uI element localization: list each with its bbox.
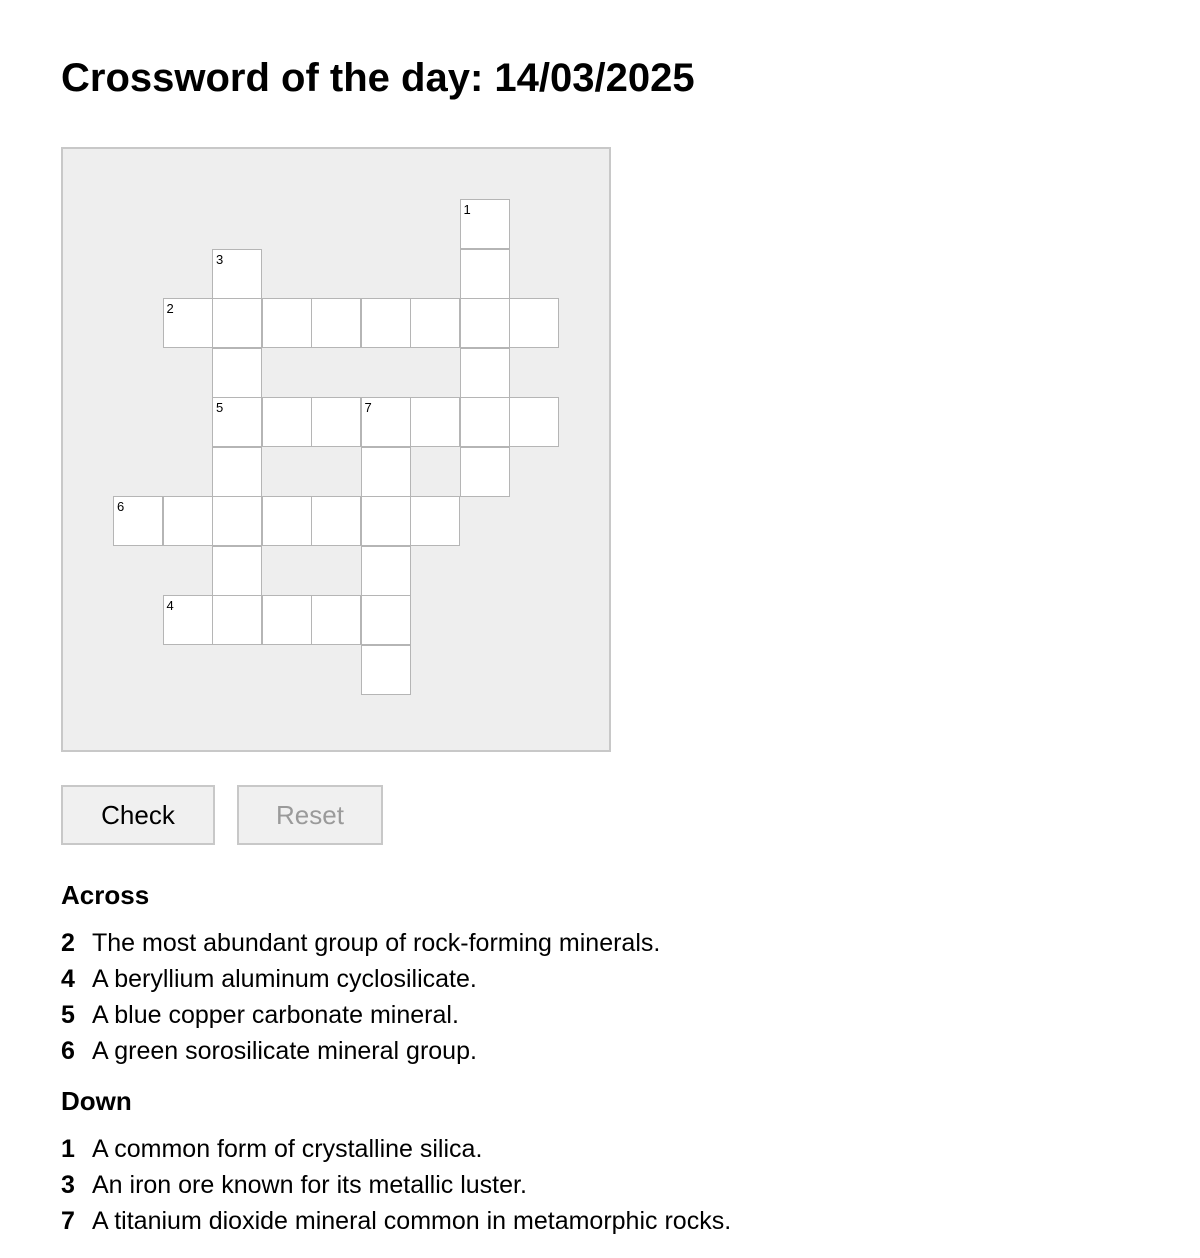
grid-cell[interactable] [361,397,411,447]
grid-cell[interactable] [410,496,460,546]
across-clues [61,880,660,1069]
grid-cell[interactable] [460,199,510,249]
grid-cell[interactable] [262,496,312,546]
grid-cell[interactable] [410,298,460,348]
grid-cell[interactable] [410,397,460,447]
clue-text: An iron ore known for its metallic luster. [92,1171,527,1199]
grid-cell[interactable] [311,397,361,447]
grid-cell[interactable] [113,496,163,546]
cell-input[interactable] [164,497,212,545]
grid-cell[interactable] [361,496,411,546]
clue-number: 3 [216,251,224,267]
cell-input[interactable] [510,299,558,347]
cell-input[interactable] [263,299,311,347]
down-clues [61,1086,731,1239]
clue-number: 7 [364,400,372,415]
cell-input[interactable] [263,398,311,446]
clue-number: 2 [166,301,174,316]
cell-input[interactable] [213,596,261,644]
clue-number: 3 [61,1171,75,1199]
grid-cell[interactable] [262,397,312,447]
clue-number: 4 [61,965,75,993]
cell-input[interactable] [213,448,261,496]
clue-number: 5 [61,1001,75,1029]
grid-cell[interactable] [311,496,361,546]
clue-text: A blue copper carbonate mineral. [92,1001,459,1029]
cell-input[interactable] [362,497,410,545]
grid-cell[interactable] [361,645,411,695]
across-heading: Across [61,880,150,910]
clue-text: The most abundant group of rock-forming minerals. [92,929,661,957]
cell-input[interactable] [411,299,459,347]
clue-number: 5 [216,400,224,415]
grid-cell[interactable] [460,397,510,447]
grid-cell[interactable] [212,546,262,596]
cell-input[interactable] [411,398,459,446]
down-clue[interactable] [61,1131,731,1167]
clue-number: 4 [166,598,174,613]
grid-cell[interactable] [460,298,510,348]
grid-cell[interactable] [163,298,213,348]
grid-cell[interactable] [212,348,262,398]
cell-input[interactable] [362,547,410,595]
cell-input[interactable] [213,547,261,595]
grid-cell[interactable] [163,595,213,645]
cell-input[interactable] [312,299,360,347]
grid-cell[interactable] [311,595,361,645]
cell-input[interactable] [312,497,360,545]
grid-cell[interactable] [212,447,262,497]
clue-text: A green sorosilicate mineral group. [92,1037,477,1065]
grid-cell[interactable] [311,298,361,348]
cell-input[interactable] [362,596,410,644]
across-clue[interactable] [61,925,660,961]
cell-input[interactable] [263,497,311,545]
grid-cell[interactable] [212,397,262,447]
grid-cell[interactable] [460,249,510,299]
crossword-grid [61,147,611,752]
clue-number: 6 [117,499,125,514]
cell-input[interactable] [263,596,311,644]
cell-input[interactable] [411,497,459,545]
clue-number: 7 [61,1207,75,1235]
clue-text: A beryllium aluminum cyclosilicate. [92,965,477,993]
grid-cell[interactable] [361,447,411,497]
cell-input[interactable] [362,299,410,347]
cell-input[interactable] [213,299,261,347]
grid-cell[interactable] [361,298,411,348]
grid-cell[interactable] [212,595,262,645]
reset-button[interactable]: Reset [237,785,383,845]
cell-input[interactable] [213,497,261,545]
cell-input[interactable] [312,398,360,446]
across-clue[interactable] [61,961,660,997]
grid-cell[interactable] [361,546,411,596]
check-button[interactable]: Check [61,785,215,845]
cell-input[interactable] [362,448,410,496]
clue-number: 1 [463,202,471,217]
down-heading: Down [61,1086,132,1116]
grid-cell[interactable] [460,348,510,398]
cell-input[interactable] [461,299,509,347]
grid-cell[interactable] [212,249,262,299]
cell-input[interactable] [213,349,261,397]
grid-cell[interactable] [361,595,411,645]
grid-cell[interactable] [212,298,262,348]
grid-cell[interactable] [509,397,559,447]
clue-number: 1 [61,1135,75,1163]
cell-input[interactable] [510,398,558,446]
grid-cell[interactable] [212,496,262,546]
cell-input[interactable] [461,250,509,298]
grid-cell[interactable] [163,496,213,546]
cell-input[interactable] [362,646,410,694]
clue-text: A common form of crystalline silica. [92,1135,483,1163]
grid-cell[interactable] [262,298,312,348]
clue-number: 6 [61,1037,75,1065]
cell-input[interactable] [461,349,509,397]
grid-cell[interactable] [460,447,510,497]
across-clue[interactable] [61,997,660,1033]
cell-input[interactable] [312,596,360,644]
across-clue[interactable] [61,1033,660,1069]
cell-input[interactable] [461,398,509,446]
clue-text: A titanium dioxide mineral common in metamorphic rocks. [92,1207,732,1235]
page-title: Crossword of the day: 14/03/2025 [61,56,695,100]
grid-cell[interactable] [509,298,559,348]
cell-input[interactable] [461,448,509,496]
down-clue[interactable] [61,1203,731,1239]
grid-cell[interactable] [262,595,312,645]
down-clue[interactable] [61,1167,731,1203]
clue-number: 2 [61,929,75,957]
